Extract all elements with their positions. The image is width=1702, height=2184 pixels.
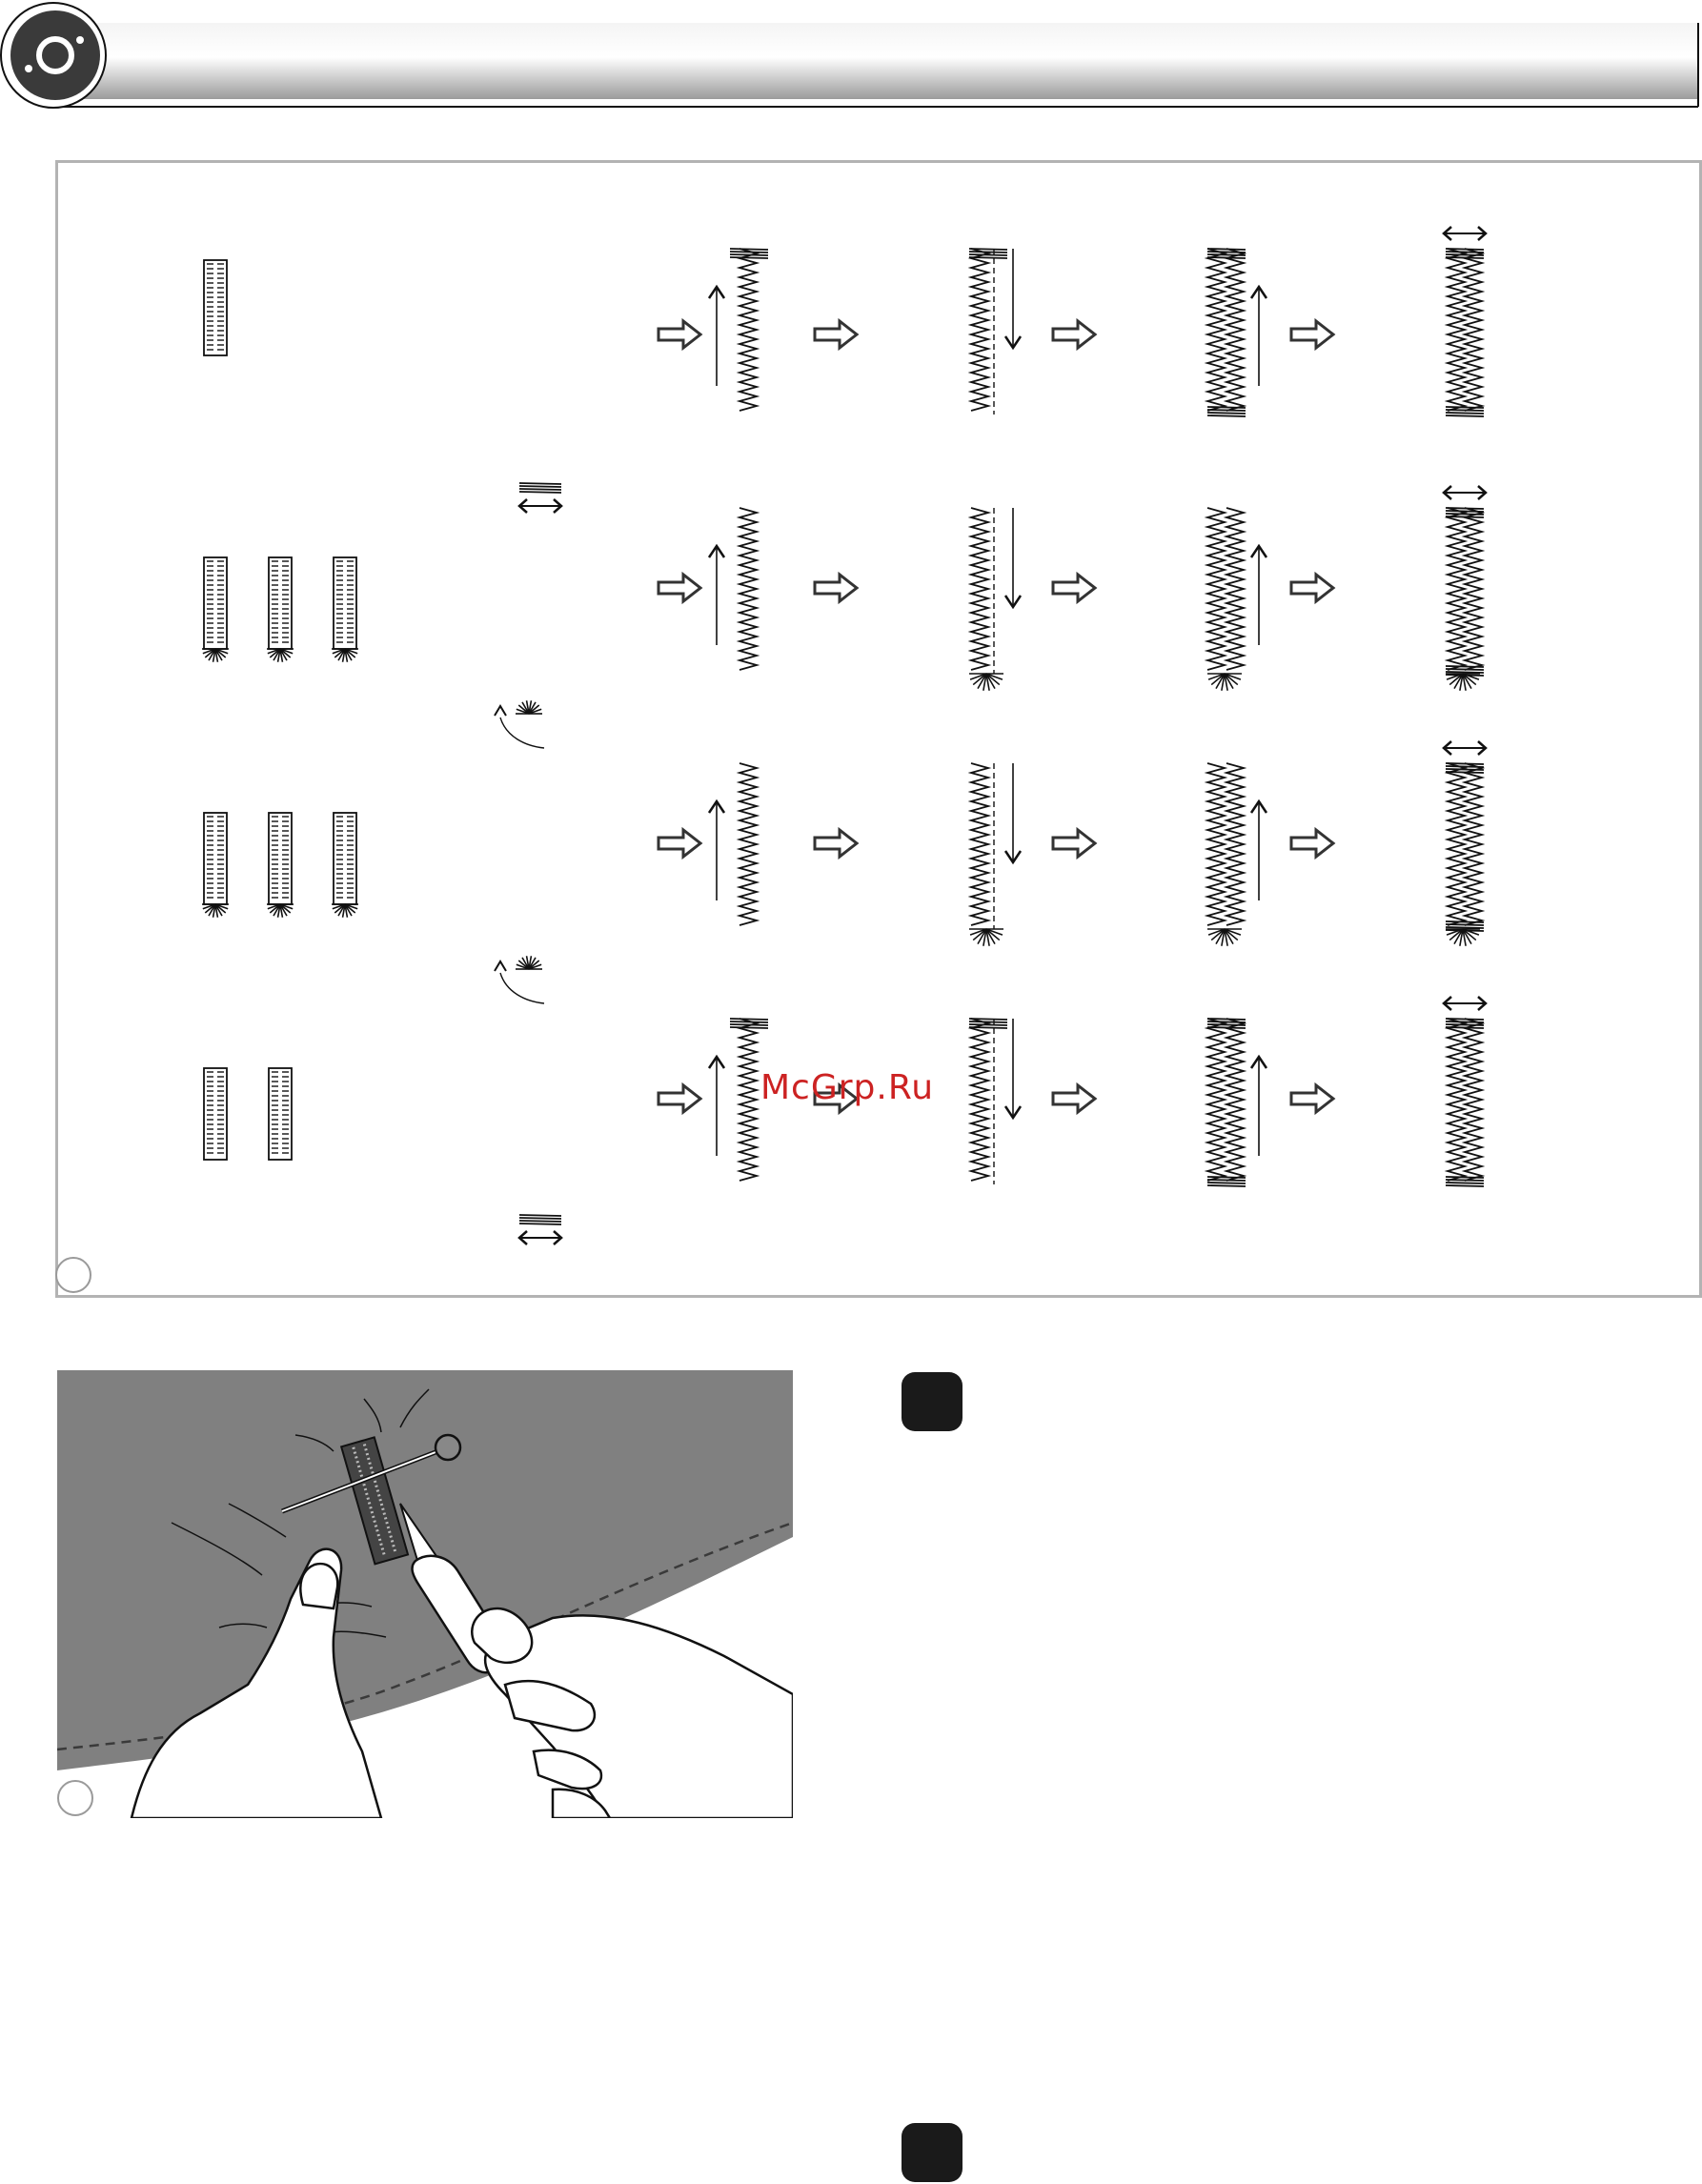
- bar-tack-buttonhole: [204, 260, 227, 355]
- figure-marker-a: [55, 1257, 91, 1293]
- next-step-arrow-icon: [815, 830, 857, 857]
- step-3-stitch: [1207, 508, 1266, 691]
- figure-marker-b: [57, 1780, 93, 1816]
- seam-ripper-illustration: [57, 1370, 793, 1818]
- step-4-stitch: [1444, 997, 1486, 1186]
- tack-direction-icon: [495, 700, 544, 748]
- next-step-arrow-icon: [815, 321, 857, 348]
- keyhole-buttonhole: [202, 813, 229, 918]
- next-step-arrow-icon: [1053, 1085, 1095, 1112]
- next-step-arrow-icon: [1291, 321, 1333, 348]
- stretch-buttonhole: [204, 1068, 227, 1160]
- step-3-stitch: [1207, 1019, 1266, 1186]
- next-step-arrow-icon: [659, 575, 700, 601]
- step-3-stitch: [1207, 249, 1266, 416]
- buttonhole-row-1: [204, 227, 1486, 513]
- next-step-arrow-icon: [1291, 575, 1333, 601]
- sewing-mode-icon: [1, 3, 106, 108]
- step-3-stitch: [1207, 763, 1266, 946]
- header-band: [57, 23, 1698, 99]
- tack-direction-icon: [519, 1215, 561, 1244]
- page-header: [0, 0, 1702, 114]
- step-1-stitch: [709, 1019, 768, 1181]
- bar-round-buttonhole: [202, 557, 229, 662]
- next-step-arrow-icon: [1053, 830, 1095, 857]
- step-2-stitch: [969, 249, 1021, 415]
- step-1-stitch: [709, 763, 757, 925]
- next-step-arrow-icon: [659, 321, 700, 348]
- next-step-arrow-icon: [1053, 575, 1095, 601]
- tack-direction-icon: [519, 483, 561, 513]
- buttonhole-row-2: [202, 486, 1486, 748]
- step-badge-1: [902, 1372, 962, 1431]
- step-2-stitch: [969, 508, 1021, 691]
- step-4-stitch: [1444, 486, 1486, 691]
- keyhole-buttonhole-2: [267, 813, 294, 918]
- buttonhole-row-4: [204, 997, 1486, 1244]
- buttonhole-diagram-panel: [55, 160, 1702, 1298]
- right-hand: [472, 1608, 793, 1818]
- round-buttonhole: [332, 557, 358, 662]
- bar-round-buttonhole-2: [267, 557, 294, 662]
- step-2-stitch: [969, 763, 1021, 946]
- step-4-stitch: [1444, 227, 1486, 416]
- step-2-stitch: [969, 1019, 1021, 1184]
- step-badge-2: [902, 2123, 962, 2182]
- next-step-arrow-icon: [1291, 830, 1333, 857]
- next-step-arrow-icon: [1053, 321, 1095, 348]
- step-4-stitch: [1444, 741, 1486, 946]
- next-step-arrow-icon: [659, 830, 700, 857]
- next-step-arrow-icon: [815, 575, 857, 601]
- keyhole-pointed-buttonhole: [332, 813, 358, 918]
- heirloom-buttonhole: [269, 1068, 292, 1160]
- next-step-arrow-icon: [659, 1085, 700, 1112]
- step-1-stitch: [709, 249, 768, 411]
- watermark: McGrp.Ru: [760, 1068, 935, 1107]
- step-1-stitch: [709, 508, 757, 670]
- tack-direction-icon: [495, 956, 544, 1003]
- next-step-arrow-icon: [1291, 1085, 1333, 1112]
- buttonhole-row-3: [202, 741, 1486, 1003]
